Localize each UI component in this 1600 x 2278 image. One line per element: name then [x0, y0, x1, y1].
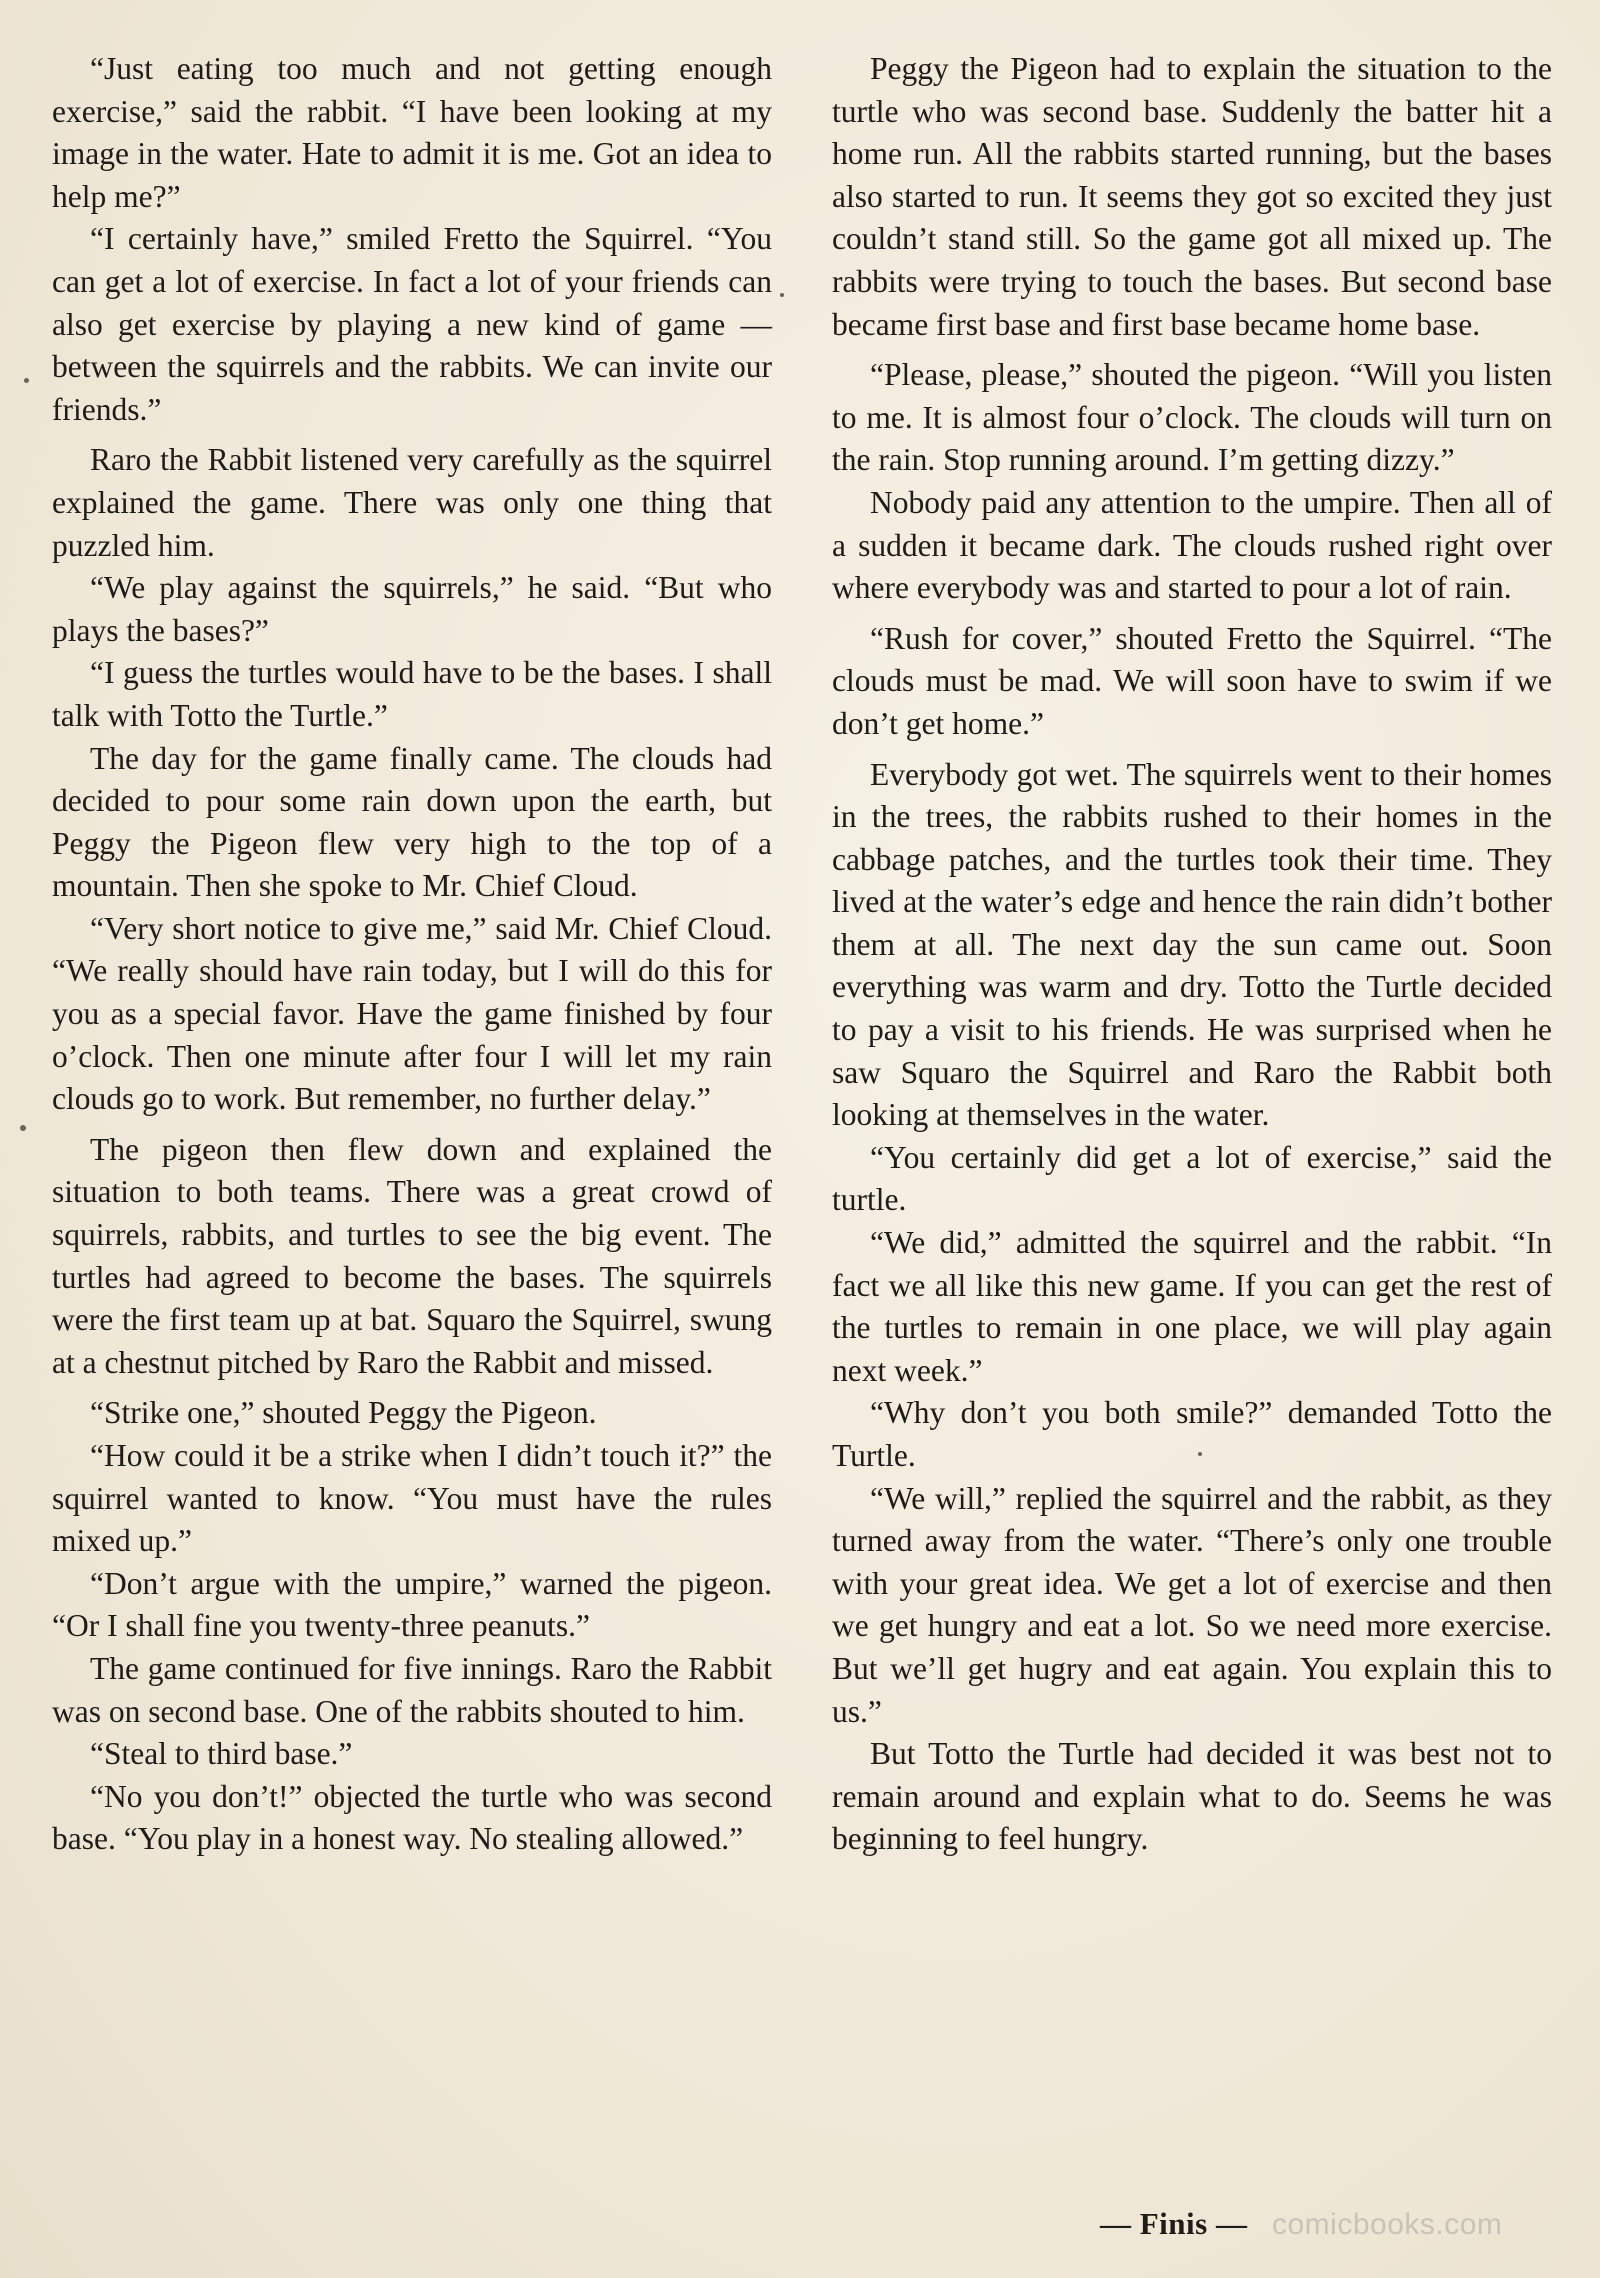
paragraph: “Why don’t you both smile?” demanded Totto the Turtle. [832, 1395, 1552, 1473]
paragraph: “You certainly did get a lot of exercise,” said the turtle. [832, 1139, 1552, 1218]
paragraph: The pigeon then flew down and explained the situation to both teams. There was a great crowd of squirrels, rabbits, and turtles to see the big event. The turtles had agreed to become the bases. The squirrels were the first team up at bat. Squaro the Squirrel, swung at a chestnut pitched by Raro the Rabbit and missed. [52, 1131, 772, 1380]
paragraph: “Don’t argue with the umpire,” warned the pigeon. “Or I shall fine you twenty-three peanuts.” [52, 1565, 772, 1644]
paragraph: “We will,” replied the squirrel and the rabbit, as they turned away from the water. “There’s only one trouble with your great idea. We get a lot of exercise and then we get hungry and eat a lot. So we need more exercise. But we’ll get hugry and eat again. You explain this to us.” [832, 1480, 1552, 1729]
print-speck [1198, 1452, 1202, 1456]
watermark: comicbooks.com [1272, 2208, 1503, 2241]
print-speck [20, 1125, 26, 1131]
paragraph: “Just eating too much and not getting enough exercise,” said the rabbit. “I have been looking at my image in the water. Hate to admit it is me. Got an idea to help me?” [52, 51, 772, 214]
paragraph: Nobody paid any attention to the umpire. Then all of a sudden it became dark. The clouds rushed right over where everybody was and started to pour a lot of rain. [832, 484, 1552, 606]
paragraph: “I guess the turtles would have to be the bases. I shall talk with Totto the Turtle.” [52, 655, 772, 733]
paragraph: “Strike one,” shouted Peggy the Pigeon. [90, 1395, 597, 1431]
paragraph: Everybody got wet. The squirrels went to their homes in the trees, the rabbits rushed to their homes in the cabbage patches, and the turtles took their time. They lived at the water’s edge and hence the rain didn’t bother them at all. The next day the sun came out. Soon everything was warm and dry. Totto the Turtle decided to pay a visit to his friends. He was surprised when he saw Squaro the Squirrel and Raro the Rabbit both looking at themselves in the water. [832, 756, 1552, 1133]
paragraph: The day for the game finally came. The clouds had decided to pour some rain down upon the earth, but Peggy the Pigeon flew very high to the top of a mountain. Then she spoke to Mr. Chief Cloud. [52, 740, 772, 904]
paragraph: “How could it be a strike when I didn’t touch it?” the squirrel wanted to know. “You must have the rules mixed up.” [52, 1438, 772, 1559]
left-column [52, 48, 772, 1861]
paragraph: Peggy the Pigeon had to explain the situation to the turtle who was second base. Suddenly the batter hit a home run. All the rabbits started running, but the bases also started to run. It seems they got so excited they just couldn’t stand still. So the game got all mixed up. The rabbits were trying to touch the bases. But second base became first base and first base became home base. [832, 51, 1552, 342]
print-speck [24, 378, 29, 383]
paragraph: “Very short notice to give me,” said Mr. Chief Cloud. “We really should have rain today, but I will do this for you as a special favor. Have the game finished by four o’clock. Then one minute after four I will let my rain clouds go to work. But remember, no further delay.” [52, 910, 772, 1117]
finis-marker: — Finis — [1100, 2206, 1248, 2241]
paragraph: “Steal to third base.” [90, 1736, 353, 1772]
paragraph: “Please, please,” shouted the pigeon. “Will you listen to me. It is almost four o’clock. The clouds will turn on the rain. Stop running around. I’m getting dizzy.” [832, 357, 1552, 478]
paragraph: “We did,” admitted the squirrel and the rabbit. “In fact we all like this new game. If you can get the rest of the turtles to remain in one place, we will play again next week.” [832, 1225, 1552, 1388]
paragraph: “Rush for cover,” shouted Fretto the Squirrel. “The clouds must be mad. We will soon have to swim if we don’t get home.” [832, 620, 1552, 741]
paragraph: “I certainly have,” smiled Fretto the Squirrel. “You can get a lot of exercise. In fact a lot of your friends can also get exercise by playing a new kind of game — between the squirrels and the rabbits. We can invite our friends.” [52, 221, 772, 427]
paragraph: “We play against the squirrels,” he said. “But who plays the bases?” [52, 570, 772, 648]
paragraph: The game continued for five innings. Raro the Rabbit was on second base. One of the rabbits shouted to him. [52, 1650, 772, 1729]
paragraph: “No you don’t!” objected the turtle who was second base. “You play in a honest way. No stealing allowed.” [52, 1778, 772, 1857]
paragraph: Raro the Rabbit listened very carefully as the squirrel explained the game. There was only one thing that puzzled him. [52, 442, 772, 563]
paragraph: But Totto the Turtle had decided it was best not to remain around and explain what to do. Seems he was beginning to feel hungry. [832, 1736, 1552, 1857]
print-speck [780, 293, 784, 297]
right-column [832, 48, 1552, 1861]
